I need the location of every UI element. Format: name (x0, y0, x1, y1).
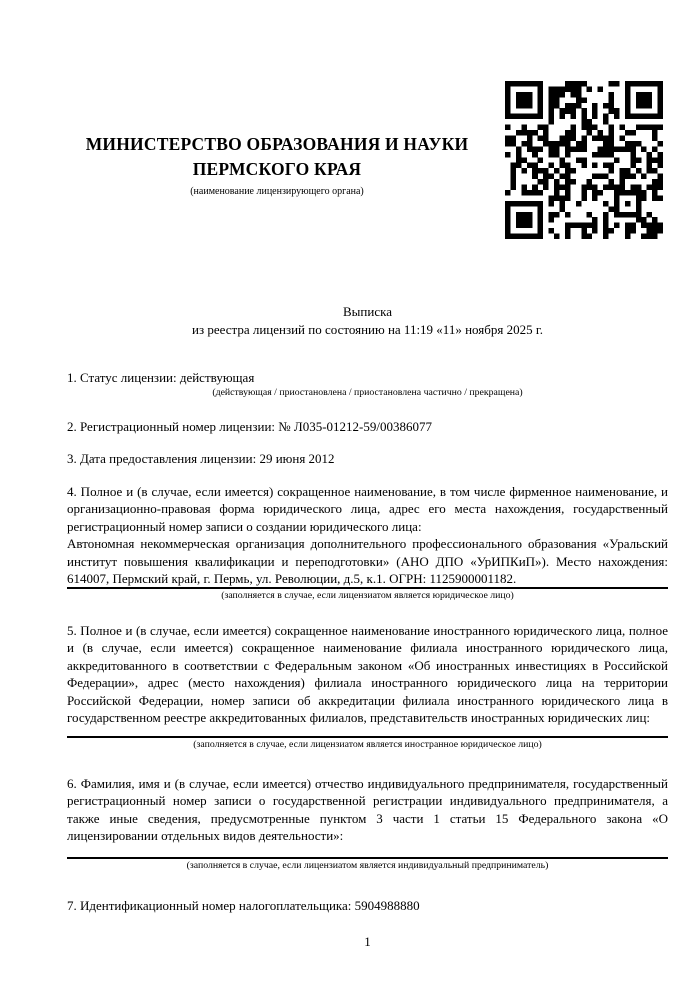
field-foreign-entity (67, 622, 668, 751)
document-title-line1: Выписка (343, 304, 392, 319)
license-status-text: 1. Статус лицензии: действующая (67, 370, 255, 385)
qr-code-image (505, 81, 663, 239)
field-license-status (67, 369, 668, 399)
legal-entity-caption: (заполняется в случае, если лицензиатом является юридическое лицо) (221, 590, 514, 602)
authority-name-line2: ПЕРМСКОГО КРАЯ (192, 159, 362, 179)
authority-name-line1: МИНИСТЕРСТВО ОБРАЗОВАНИЯ И НАУКИ (85, 134, 469, 154)
document-title (67, 303, 668, 338)
legal-entity-value: Автономная некоммерческая организация дополнительного профессионального образования «Уральский институт повышения квалификации и переподготовки» (АНО ДПО «УрИПКиП»). Место нахождения: 614007, Пермский край, г. Пермь, ул. Революции, д.5, к.1. ОГРН: 1125900001182. (67, 536, 668, 587)
individual-entrepreneur-caption: (заполняется в случае, если лицензиатом является индивидуальный предприниматель) (186, 859, 549, 871)
foreign-entity-label: 5. Полное и (в случае, если имеется) сокращенное наименование иностранного юридического лица, полное и (в случае, если имеется) сокращенное наименование филиала иностранного юридического лица, аккредитованного в соответствии с Федеральным законом «Об иностранных инвестициях в Российской Федерации», адрес (место нахождения) филиала иностранного юридического лица на территории Российской Федерации, номер записи об аккредитации филиала иностранного юридического лица в государственном реестре аккредитованных филиалов, представительств иностранных юридических лиц: (67, 623, 668, 726)
authority-caption: (наименование лицензирующего органа) (190, 186, 364, 197)
document-title-line2: из реестра лицензий по состоянию на 11:19 «11» ноября 2025 г. (192, 321, 543, 337)
registration-number-text: 2. Регистрационный номер лицензии: № Л035-01212-59/00386077 (67, 419, 433, 434)
field-individual-entrepreneur (67, 775, 668, 872)
field-registration-number (67, 418, 668, 435)
legal-entity-label: 4. Полное и (в случае, если имеется) сокращенное наименование, в том числе фирменное наименование, и организационно-правовая форма юридического лица, адрес его места нахождения, государственный регистрационный номер записи о создании юридического лица: (67, 484, 668, 534)
foreign-entity-caption: (заполняется в случае, если лицензиатом является иностранное юридическое лицо) (193, 739, 542, 751)
taxpayer-id-text: 7. Идентификационный номер налогоплательщика: 5904988880 (67, 898, 420, 913)
individual-entrepreneur-label: 6. Фамилия, имя и (в случае, если имеется) отчество индивидуального предпринимателя, государственный регистрационный номер записи о государственной регистрации индивидуального предпринимателя, а также иные сведения, предусмотренные пунктом 3 части 1 статьи 15 Федерального закона «О лицензировании отдельных видов деятельности»: (67, 776, 668, 844)
grant-date-text: 3. Дата предоставления лицензии: 29 июня 2012 (67, 451, 335, 466)
field-taxpayer-id (67, 897, 668, 914)
field-legal-entity (67, 483, 668, 602)
qr-code (505, 81, 663, 239)
licensing-authority-header (67, 132, 487, 198)
license-status-options-caption: (действующая / приостановлена / приостановлена частично / прекращена) (212, 387, 523, 399)
page-number: 1 (364, 934, 371, 949)
field-grant-date (67, 450, 668, 467)
